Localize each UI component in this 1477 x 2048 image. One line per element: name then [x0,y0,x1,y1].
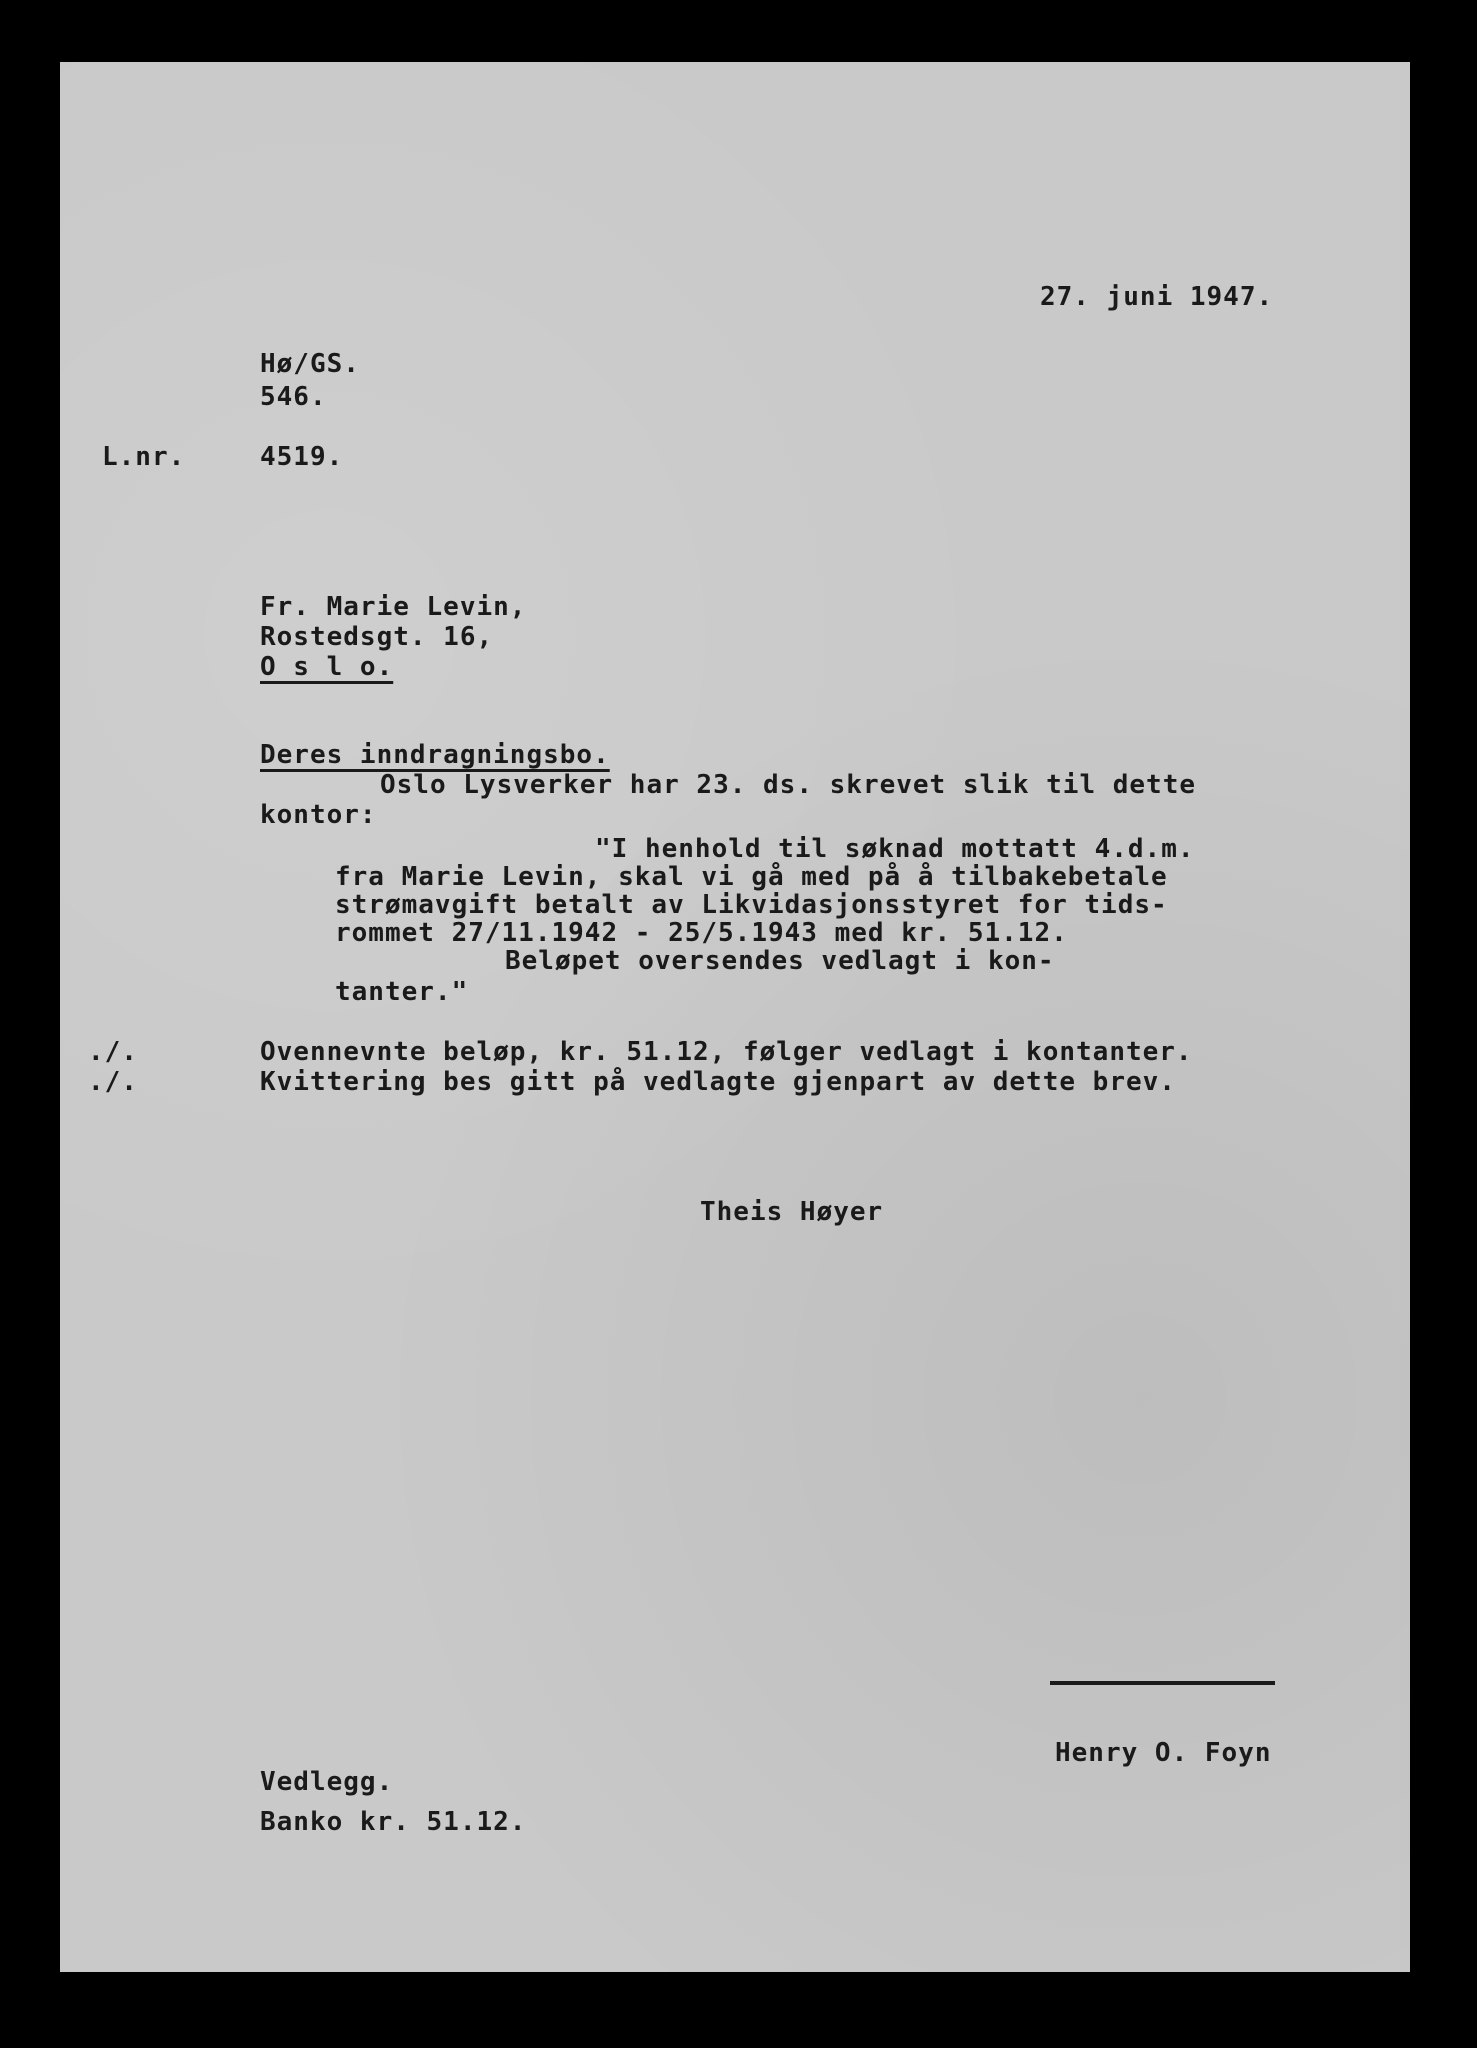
quote-line-5: Beløpet oversendes vedlagt i kon- [505,946,1055,976]
signature-theis-hoyer: Theis Høyer [700,1197,884,1227]
recipient-name: Fr. Marie Levin, [260,592,527,622]
attachments-label: Vedlegg. [260,1767,394,1797]
enclosure-mark-1: ./. [88,1037,138,1067]
reference-initials: Hø/GS. [260,349,360,379]
quote-line-3: strømavgift betalt av Likvidasjonsstyret for tids- [335,890,1168,920]
signature-line [1050,1681,1275,1685]
letter-date: 27. juni 1947. [1040,282,1274,312]
enclosure-text-1: Ovennevnte beløp, kr. 51.12, følger vedlagt i kontanter. [260,1037,1193,1067]
quote-line-4: rommet 27/11.1942 - 25/5.1943 med kr. 51.12. [335,918,1068,948]
letter-page [60,62,1410,1972]
recipient-city: O s l o. [260,652,394,682]
body-intro-line-2: kontor: [260,800,377,830]
lnr-label: L.nr. [102,442,186,472]
attachments-item: Banko kr. 51.12. [260,1807,527,1837]
quote-line-6: tanter." [335,977,469,1007]
lnr-value: 4519. [260,442,344,472]
letter-subject: Deres inndragningsbo. [260,740,610,770]
enclosure-mark-2: ./. [88,1067,138,1097]
body-intro-line-1: Oslo Lysverker har 23. ds. skrevet slik til dette [380,770,1197,800]
reference-number: 546. [260,382,327,412]
signature-henry-foyn: Henry O. Foyn [1055,1738,1272,1768]
quote-line-1: "I henhold til søknad mottatt 4.d.m. [595,834,1195,864]
quote-line-2: fra Marie Levin, skal vi gå med på å tilbakebetale [335,862,1168,892]
enclosure-text-2: Kvittering bes gitt på vedlagte gjenpart av dette brev. [260,1067,1176,1097]
recipient-street: Rostedsgt. 16, [260,622,494,652]
